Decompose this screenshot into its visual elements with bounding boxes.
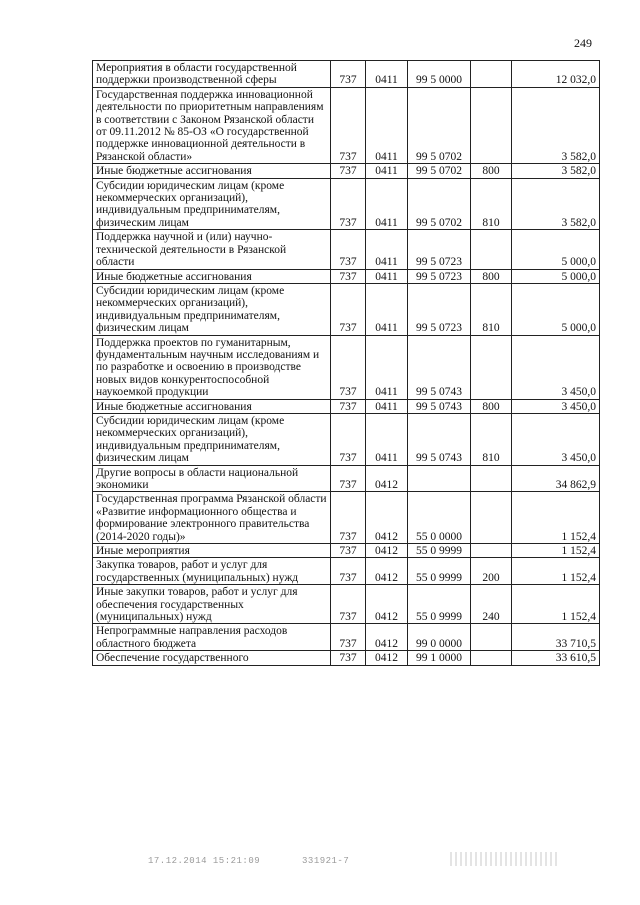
table-row [93,651,600,665]
row-name: Субсидии юридическим лицам (кроме некоммерческих организаций), индивидуальным предпринимателям, физическим лицам [93,413,331,465]
table-row [93,413,600,465]
row-amount: 3 582,0 [512,178,600,230]
row-article-code: 99 1 0000 [408,651,471,665]
row-article-code: 99 5 0743 [408,335,471,399]
row-amount: 33 610,5 [512,651,600,665]
table-row [93,230,600,269]
row-name: Иные мероприятия [93,544,331,558]
row-section-code: 0412 [366,624,408,651]
print-timestamp: 17.12.2014 15:21:09 [148,856,261,866]
table-row [93,269,600,283]
row-amount: 34 862,9 [512,465,600,492]
row-section-code: 0412 [366,492,408,544]
row-name: Иные бюджетные ассигнования [93,269,331,283]
row-section-code: 0412 [366,585,408,624]
scan-smudge [450,852,560,866]
row-expense-kind: 240 [471,585,512,624]
table-row [93,585,600,624]
row-section-code: 0411 [366,399,408,413]
row-expense-kind [471,492,512,544]
row-amount: 1 152,4 [512,544,600,558]
row-name: Мероприятия в области государственной поддержки производственной сферы [93,61,331,88]
row-ministry-code: 737 [331,269,366,283]
row-amount: 3 582,0 [512,164,600,178]
row-name: Государственная программа Рязанской области «Развитие информационного общества и формирование электронного правительства (2014-2020 годы)» [93,492,331,544]
row-section-code: 0412 [366,465,408,492]
page-number: 249 [574,36,592,50]
table-row [93,544,600,558]
row-article-code [408,465,471,492]
row-article-code: 99 0 0000 [408,624,471,651]
row-ministry-code: 737 [331,544,366,558]
table-row [93,178,600,230]
row-amount: 3 450,0 [512,413,600,465]
row-expense-kind [471,335,512,399]
row-article-code: 55 0 9999 [408,585,471,624]
table-row [93,465,600,492]
table-row [93,558,600,585]
row-expense-kind [471,87,512,163]
row-expense-kind [471,651,512,665]
row-amount: 12 032,0 [512,61,600,88]
row-expense-kind [471,61,512,88]
row-ministry-code: 737 [331,335,366,399]
budget-table-body [93,61,600,666]
row-article-code: 55 0 9999 [408,544,471,558]
row-section-code: 0411 [366,87,408,163]
row-section-code: 0411 [366,61,408,88]
row-article-code: 55 0 0000 [408,492,471,544]
row-section-code: 0411 [366,269,408,283]
row-ministry-code: 737 [331,178,366,230]
row-ministry-code: 737 [331,624,366,651]
row-expense-kind: 810 [471,178,512,230]
row-name: Иные закупки товаров, работ и услуг для обеспечения государственных (муниципальных) нужд [93,585,331,624]
row-name: Субсидии юридическим лицам (кроме некоммерческих организаций), индивидуальным предпринимателям, физическим лицам [93,178,331,230]
row-article-code: 99 5 0743 [408,413,471,465]
document-code: 331921-7 [302,856,350,866]
row-expense-kind: 800 [471,269,512,283]
row-name: Поддержка проектов по гуманитарным, фундаментальным научным исследованиям и по разработке и освоению в производстве новых видов конкурентоспособной наукоемкой продукции [93,335,331,399]
table-row [93,399,600,413]
row-expense-kind: 800 [471,164,512,178]
row-section-code: 0412 [366,558,408,585]
row-ministry-code: 737 [331,164,366,178]
row-ministry-code: 737 [331,413,366,465]
row-amount: 1 152,4 [512,492,600,544]
row-amount: 5 000,0 [512,283,600,335]
row-ministry-code: 737 [331,651,366,665]
row-amount: 5 000,0 [512,269,600,283]
row-article-code: 99 5 0000 [408,61,471,88]
row-name: Непрограммные направления расходов областного бюджета [93,624,331,651]
print-stamp [148,856,385,866]
row-expense-kind [471,465,512,492]
row-expense-kind [471,624,512,651]
row-name: Поддержка научной и (или) научно-технической деятельности в Рязанской области [93,230,331,269]
row-amount: 1 152,4 [512,585,600,624]
row-ministry-code: 737 [331,465,366,492]
row-section-code: 0411 [366,178,408,230]
row-name: Иные бюджетные ассигнования [93,164,331,178]
row-name: Другие вопросы в области национальной экономики [93,465,331,492]
row-ministry-code: 737 [331,585,366,624]
row-ministry-code: 737 [331,558,366,585]
row-amount: 3 450,0 [512,399,600,413]
row-ministry-code: 737 [331,61,366,88]
row-article-code: 99 5 0723 [408,230,471,269]
row-expense-kind: 810 [471,283,512,335]
row-amount: 3 582,0 [512,87,600,163]
row-section-code: 0411 [366,283,408,335]
row-expense-kind: 800 [471,399,512,413]
row-amount: 33 710,5 [512,624,600,651]
row-amount: 3 450,0 [512,335,600,399]
table-row [93,335,600,399]
row-section-code: 0412 [366,651,408,665]
row-section-code: 0411 [366,230,408,269]
row-expense-kind: 200 [471,558,512,585]
row-amount: 5 000,0 [512,230,600,269]
row-ministry-code: 737 [331,492,366,544]
table-row [93,283,600,335]
row-amount: 1 152,4 [512,558,600,585]
table-row [93,624,600,651]
row-section-code: 0412 [366,544,408,558]
row-article-code: 99 5 0743 [408,399,471,413]
table-row [93,164,600,178]
budget-table [92,60,600,666]
row-section-code: 0411 [366,335,408,399]
row-name: Обеспечение государственного [93,651,331,665]
table-row [93,492,600,544]
row-ministry-code: 737 [331,399,366,413]
table-row [93,61,600,88]
row-section-code: 0411 [366,413,408,465]
row-article-code: 99 5 0723 [408,269,471,283]
row-article-code: 55 0 9999 [408,558,471,585]
row-article-code: 99 5 0702 [408,87,471,163]
row-name: Субсидии юридическим лицам (кроме некоммерческих организаций), индивидуальным предпринимателям, физическим лицам [93,283,331,335]
row-article-code: 99 5 0702 [408,178,471,230]
table-row [93,87,600,163]
row-ministry-code: 737 [331,283,366,335]
row-name: Закупка товаров, работ и услуг для государственных (муниципальных) нужд [93,558,331,585]
row-expense-kind [471,230,512,269]
row-expense-kind: 810 [471,413,512,465]
row-section-code: 0411 [366,164,408,178]
row-name: Государственная поддержка инновационной деятельности по приоритетным направлениям в соответствии с Законом Рязанской области от 09.11.2012 № 85-ОЗ «О государственной поддержке инновационной деятельности в Рязанской области» [93,87,331,163]
row-expense-kind [471,544,512,558]
row-article-code: 99 5 0702 [408,164,471,178]
row-article-code: 99 5 0723 [408,283,471,335]
row-ministry-code: 737 [331,230,366,269]
row-ministry-code: 737 [331,87,366,163]
row-name: Иные бюджетные ассигнования [93,399,331,413]
